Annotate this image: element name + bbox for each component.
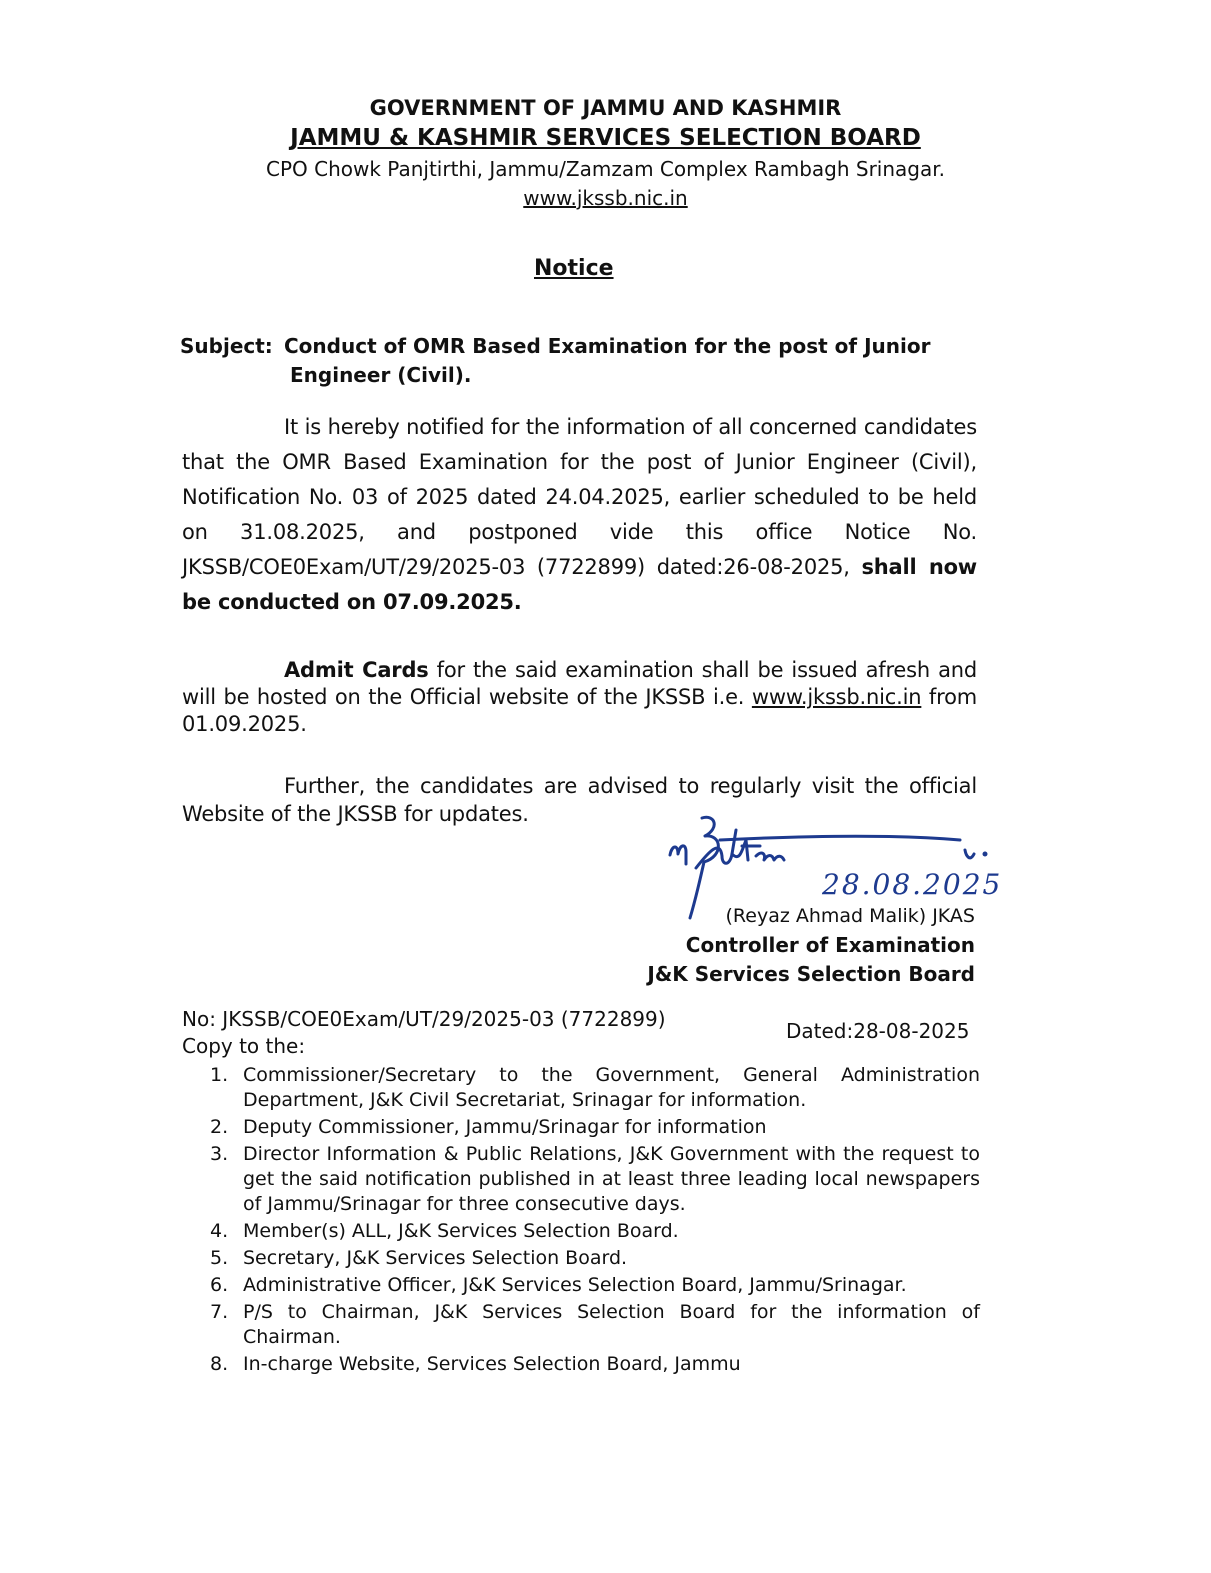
new-exam-date-statement: shall now be conducted on 07.09.2025. <box>182 555 977 614</box>
admit-cards-date: from 01.09.2025. <box>182 685 978 736</box>
reference-number: No: JKSSB/COE0Exam/UT/29/2025-03 (7722899) <box>182 1007 666 1031</box>
item-number: 3. <box>210 1143 229 1165</box>
copy-to-item <box>210 1142 980 1217</box>
copy-to-item <box>210 1219 980 1244</box>
item-text: P/S to Chairman, J&K Services Selection Board for the information of Chairman. <box>243 1301 980 1348</box>
subject-line-2: Engineer (Civil). <box>290 363 472 387</box>
item-number: 7. <box>210 1301 229 1323</box>
signature-date: 28.08.2025 <box>822 868 1003 901</box>
item-text: Commissioner/Secretary to the Government, General Administration Department, J&K Civil Secretariat, Srinagar for information. <box>243 1064 980 1111</box>
signer-designation: Controller of Examination <box>685 933 975 957</box>
item-number: 4. <box>210 1220 229 1242</box>
website-link[interactable]: www.jkssb.nic.in <box>523 186 688 210</box>
item-text: Secretary, J&K Services Selection Board. <box>243 1247 628 1269</box>
copy-to-label: Copy to the: <box>182 1034 306 1058</box>
signer-organization: J&K Services Selection Board <box>647 962 975 986</box>
copy-to-item <box>210 1115 980 1140</box>
board-address: CPO Chowk Panjtirthi, Jammu/Zamzam Complex Rambagh Srinagar. <box>266 157 945 181</box>
advice-text: Further, the candidates are advised to regularly visit the official Website of the JKSSB for updates. <box>182 774 977 826</box>
subject-line-1: Conduct of OMR Based Examination for the post of Junior <box>284 334 931 358</box>
signature-dot <box>983 852 988 857</box>
handwritten-signature <box>660 810 1020 920</box>
copy-to-item <box>210 1300 980 1350</box>
reference-date: Dated:28-08-2025 <box>786 1019 970 1043</box>
item-text: In-charge Website, Services Selection Board, Jammu <box>243 1353 741 1375</box>
item-number: 2. <box>210 1116 229 1138</box>
item-text: Director Information & Public Relations, J&K Government with the request to get the said notification published in at least three leading local newspapers of Jammu/Srinagar for three consecutive days. <box>243 1143 980 1215</box>
subject-label: Subject: <box>180 334 273 358</box>
item-text: Administrative Officer, J&K Services Selection Board, Jammu/Srinagar. <box>243 1274 907 1296</box>
item-text: Deputy Commissioner, Jammu/Srinagar for information <box>243 1116 767 1138</box>
copy-to-item <box>210 1352 980 1377</box>
item-number: 5. <box>210 1247 229 1269</box>
admit-cards-label: Admit Cards <box>284 658 429 682</box>
item-number: 1. <box>210 1064 229 1086</box>
notice-title: Notice <box>534 256 614 281</box>
admit-cards-text: for the said examination shall be issued afresh and will be hosted on the Official website of the JKSSB i.e. <box>182 658 977 709</box>
government-heading: GOVERNMENT OF JAMMU AND KASHMIR <box>369 96 842 120</box>
board-heading: JAMMU & KASHMIR SERVICES SELECTION BOARD <box>290 125 921 151</box>
item-number: 6. <box>210 1274 229 1296</box>
signer-name: (Reyaz Ahmad Malik) JKAS <box>725 905 975 927</box>
subject-block <box>180 332 980 390</box>
paragraph-reschedule <box>182 410 977 620</box>
copy-to-list <box>210 1063 980 1379</box>
admit-cards-website-link[interactable]: www.jkssb.nic.in <box>751 685 922 709</box>
item-text: Member(s) ALL, J&K Services Selection Board. <box>243 1220 679 1242</box>
paragraph-admit-cards <box>182 657 977 738</box>
item-number: 8. <box>210 1353 229 1375</box>
copy-to-item <box>210 1246 980 1271</box>
paragraph-reschedule-text: It is hereby notified for the information of all concerned candidates that the OMR Based Examination for the post of Junior Engineer (Civil), Notification No. 03 of 2025 dated 24.04.2025, earlier scheduled to be held on 31.08.2025, and postponed vide this office Notice No. JKSSB/COE0Exam/UT/29/2025-03 (7722899) dated:26-08-2025, <box>182 415 977 579</box>
copy-to-item <box>210 1063 980 1113</box>
copy-to-item <box>210 1273 980 1298</box>
